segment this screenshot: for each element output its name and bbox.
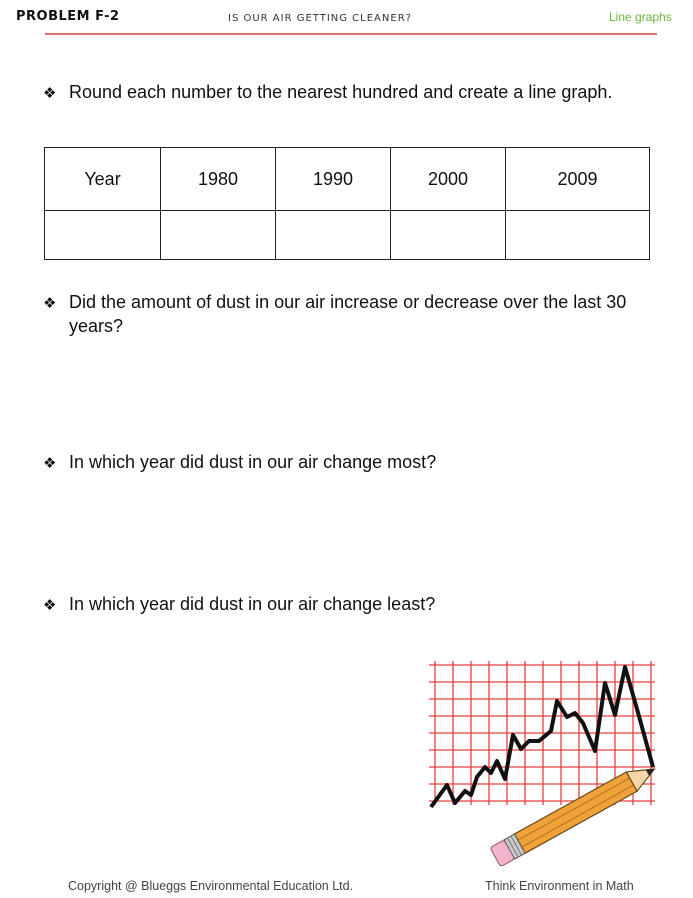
data-table	[44, 147, 650, 260]
question-1-text: Round each number to the nearest hundred and create a line graph.	[69, 82, 613, 102]
table-answer-cell	[45, 211, 161, 260]
problem-label: PROBLEM F-2	[16, 9, 120, 24]
diamond-bullet-icon: ❖	[43, 597, 57, 614]
pencil-icon	[490, 759, 660, 866]
worksheet-title: IS OUR AIR GETTING CLEANER?	[228, 13, 412, 24]
table-header-cell: Year	[45, 148, 161, 211]
table-answer-row	[45, 211, 650, 260]
line-graph-pencil-illustration	[425, 655, 675, 875]
question-4	[43, 592, 643, 618]
question-2-text: Did the amount of dust in our air increase or decrease over the last 30 years?	[69, 292, 627, 336]
table-answer-cell	[276, 211, 391, 260]
diamond-bullet-icon: ❖	[43, 455, 57, 472]
table-header-cell: 2009	[506, 148, 650, 211]
diamond-bullet-icon: ❖	[43, 85, 57, 102]
table-answer-cell	[161, 211, 276, 260]
table-header-cell: 2000	[391, 148, 506, 211]
question-3-text: In which year did dust in our air change most?	[69, 452, 437, 472]
pencil-stripe	[522, 785, 634, 847]
question-4-text: In which year did dust in our air change least?	[69, 594, 436, 614]
pencil-stripe	[518, 778, 630, 840]
question-2	[43, 290, 643, 338]
footer-tagline: Think Environment in Math	[485, 879, 634, 893]
header-divider	[45, 33, 657, 35]
table-answer-cell	[506, 211, 650, 260]
topic-label: Line graphs	[609, 10, 672, 24]
question-1	[43, 80, 643, 106]
table-answer-cell	[391, 211, 506, 260]
table-header-cell: 1980	[161, 148, 276, 211]
diamond-bullet-icon: ❖	[43, 295, 57, 312]
table-header-row	[45, 148, 650, 211]
question-3	[43, 450, 643, 476]
table-header-cell: 1990	[276, 148, 391, 211]
copyright-text: Copyright @ Blueggs Environmental Education Ltd.	[68, 879, 354, 893]
